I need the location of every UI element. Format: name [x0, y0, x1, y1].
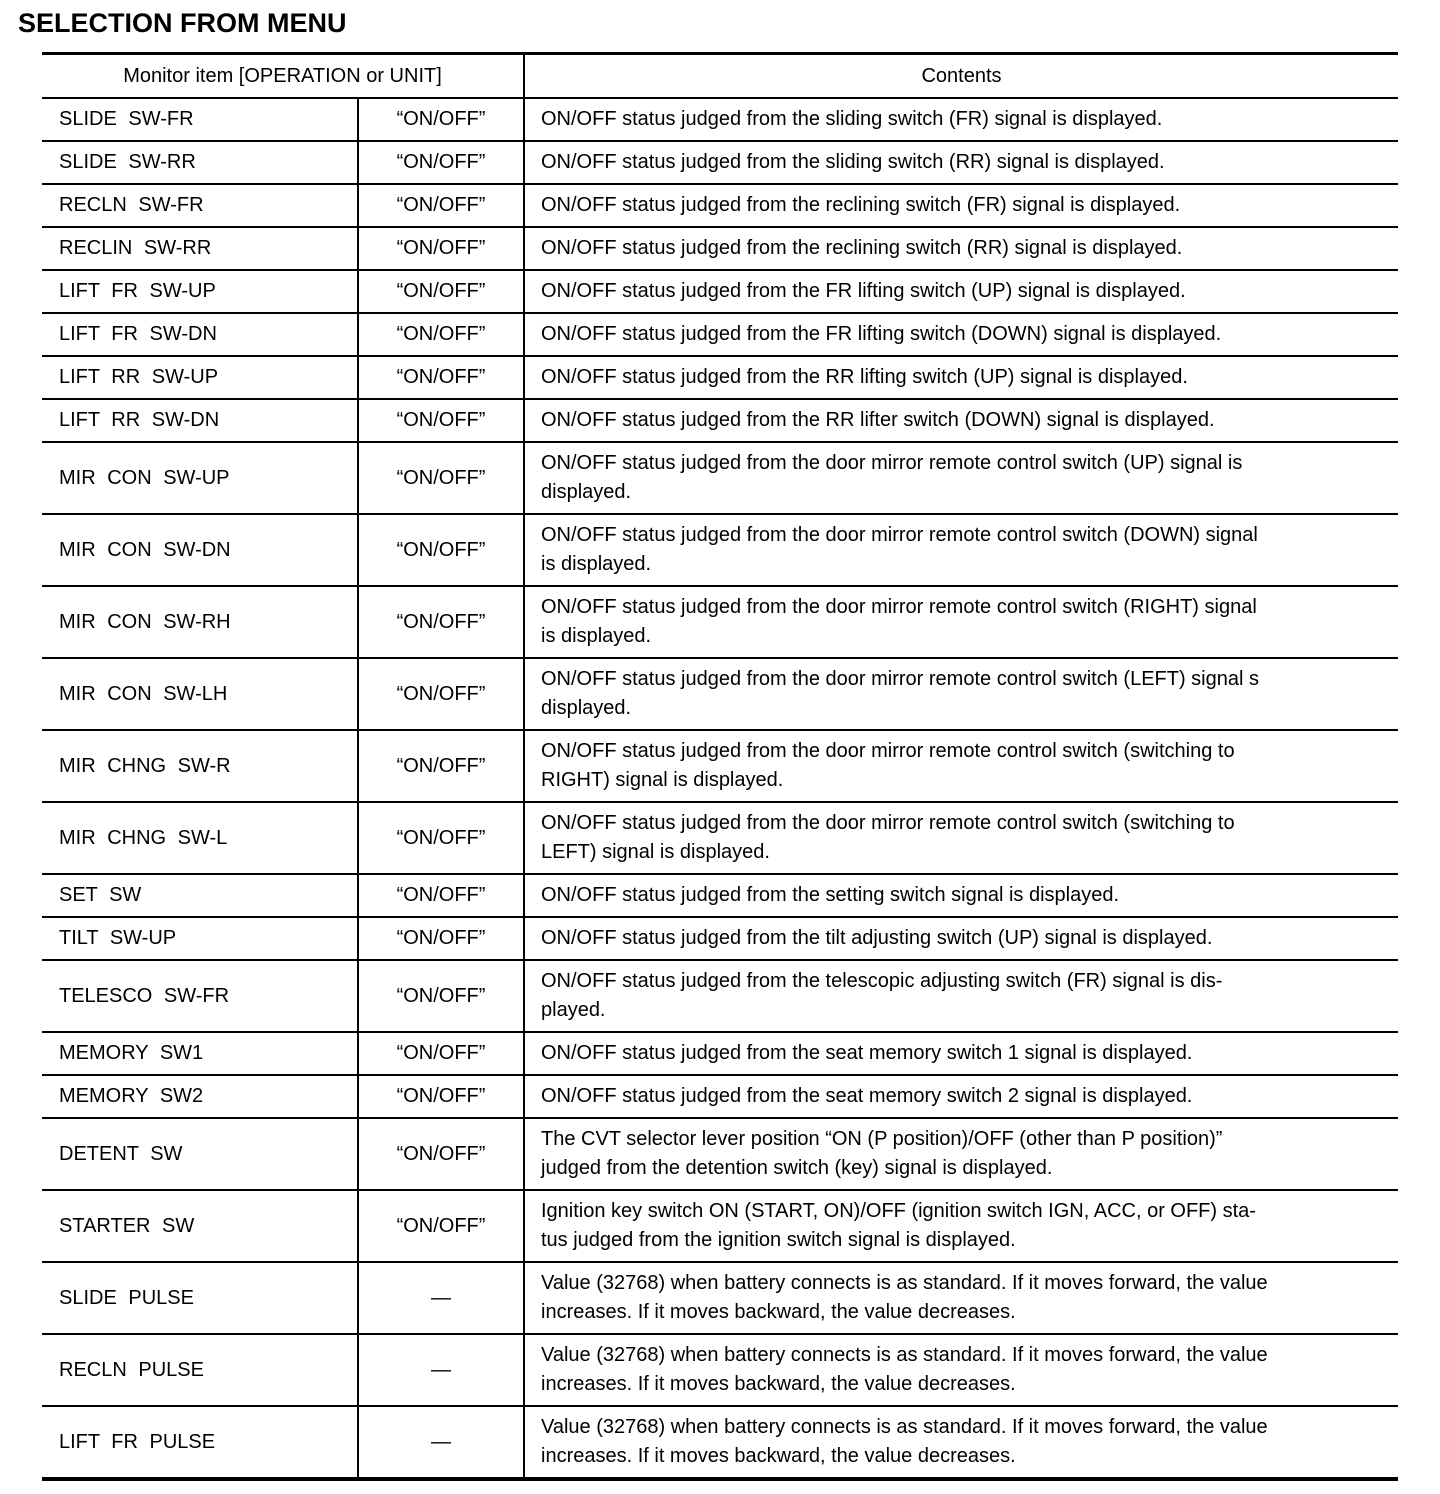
header-row — [42, 54, 1398, 99]
contents-cell: ON/OFF status judged from the door mirror remote control switch (LEFT) signal s displayed. — [524, 658, 1398, 730]
monitor-item-cell: DETENT SW — [42, 1118, 358, 1190]
contents-cell: ON/OFF status judged from the door mirror remote control switch (DOWN) signal is displayed. — [524, 514, 1398, 586]
table-row — [42, 98, 1398, 141]
table-row — [42, 1190, 1398, 1262]
table-row — [42, 442, 1398, 514]
contents-cell: ON/OFF status judged from the door mirror remote control switch (RIGHT) signal is displayed. — [524, 586, 1398, 658]
operation-unit-cell: “ON/OFF” — [358, 227, 524, 270]
operation-unit-cell: “ON/OFF” — [358, 399, 524, 442]
table-row — [42, 399, 1398, 442]
monitor-item-cell: RECLN PULSE — [42, 1334, 358, 1406]
operation-unit-cell: “ON/OFF” — [358, 442, 524, 514]
table-row — [42, 1032, 1398, 1075]
contents-cell: Value (32768) when battery connects is as standard. If it moves forward, the value increases. If it moves backward, the value decreases. — [524, 1406, 1398, 1479]
operation-unit-cell: “ON/OFF” — [358, 141, 524, 184]
operation-unit-cell: “ON/OFF” — [358, 658, 524, 730]
operation-unit-cell: — — [358, 1334, 524, 1406]
contents-cell: ON/OFF status judged from the seat memory switch 2 signal is displayed. — [524, 1075, 1398, 1118]
table-row — [42, 227, 1398, 270]
operation-unit-cell: “ON/OFF” — [358, 1118, 524, 1190]
contents-cell: ON/OFF status judged from the reclining switch (RR) signal is displayed. — [524, 227, 1398, 270]
operation-unit-cell: “ON/OFF” — [358, 313, 524, 356]
contents-cell: ON/OFF status judged from the door mirror remote control switch (UP) signal is displayed. — [524, 442, 1398, 514]
contents-cell: Value (32768) when battery connects is as standard. If it moves forward, the value increases. If it moves backward, the value decreases. — [524, 1334, 1398, 1406]
monitor-item-cell: LIFT FR SW-UP — [42, 270, 358, 313]
contents-cell: ON/OFF status judged from the reclining switch (FR) signal is displayed. — [524, 184, 1398, 227]
operation-unit-cell: “ON/OFF” — [358, 874, 524, 917]
table-row — [42, 960, 1398, 1032]
monitor-item-cell: LIFT FR SW-DN — [42, 313, 358, 356]
operation-unit-cell: — — [358, 1406, 524, 1479]
contents-cell: ON/OFF status judged from the RR lifter switch (DOWN) signal is displayed. — [524, 399, 1398, 442]
contents-cell: ON/OFF status judged from the telescopic adjusting switch (FR) signal is dis- played. — [524, 960, 1398, 1032]
monitor-item-cell: MIR CON SW-RH — [42, 586, 358, 658]
monitor-item-cell: SET SW — [42, 874, 358, 917]
contents-cell: Ignition key switch ON (START, ON)/OFF (ignition switch IGN, ACC, or OFF) sta- tus judged from the ignition switch signal is displayed. — [524, 1190, 1398, 1262]
monitor-item-cell: SLIDE PULSE — [42, 1262, 358, 1334]
table-row — [42, 1118, 1398, 1190]
table-row — [42, 730, 1398, 802]
monitor-item-cell: MIR CHNG SW-L — [42, 802, 358, 874]
monitor-table — [42, 52, 1398, 1481]
monitor-item-cell: STARTER SW — [42, 1190, 358, 1262]
contents-cell: ON/OFF status judged from the tilt adjusting switch (UP) signal is displayed. — [524, 917, 1398, 960]
monitor-item-cell: LIFT RR SW-UP — [42, 356, 358, 399]
contents-cell: The CVT selector lever position “ON (P position)/OFF (other than P position)” judged from the detention switch (key) signal is displayed. — [524, 1118, 1398, 1190]
table-row — [42, 917, 1398, 960]
contents-cell: ON/OFF status judged from the sliding switch (RR) signal is displayed. — [524, 141, 1398, 184]
section-title: SELECTION FROM MENU — [18, 8, 347, 38]
header-contents: Contents — [524, 54, 1398, 99]
table-row — [42, 184, 1398, 227]
table-row — [42, 1406, 1398, 1479]
monitor-item-cell: MIR CON SW-LH — [42, 658, 358, 730]
operation-unit-cell: “ON/OFF” — [358, 730, 524, 802]
operation-unit-cell: “ON/OFF” — [358, 802, 524, 874]
contents-cell: ON/OFF status judged from the door mirror remote control switch (switching to LEFT) signal is displayed. — [524, 802, 1398, 874]
header-monitor-item: Monitor item [OPERATION or UNIT] — [42, 54, 524, 99]
monitor-item-cell: MIR CHNG SW-R — [42, 730, 358, 802]
operation-unit-cell: “ON/OFF” — [358, 960, 524, 1032]
operation-unit-cell: “ON/OFF” — [358, 270, 524, 313]
table-row — [42, 356, 1398, 399]
monitor-item-cell: MIR CON SW-DN — [42, 514, 358, 586]
monitor-item-cell: SLIDE SW-RR — [42, 141, 358, 184]
monitor-item-cell: MEMORY SW2 — [42, 1075, 358, 1118]
contents-cell: ON/OFF status judged from the FR lifting switch (UP) signal is displayed. — [524, 270, 1398, 313]
operation-unit-cell: “ON/OFF” — [358, 586, 524, 658]
table-row — [42, 802, 1398, 874]
table-row — [42, 1262, 1398, 1334]
table-row — [42, 313, 1398, 356]
monitor-item-cell: RECLN SW-FR — [42, 184, 358, 227]
table-row — [42, 586, 1398, 658]
operation-unit-cell: “ON/OFF” — [358, 184, 524, 227]
monitor-item-cell: TILT SW-UP — [42, 917, 358, 960]
contents-cell: ON/OFF status judged from the FR lifting switch (DOWN) signal is displayed. — [524, 313, 1398, 356]
monitor-item-cell: MIR CON SW-UP — [42, 442, 358, 514]
operation-unit-cell: “ON/OFF” — [358, 1190, 524, 1262]
table-row — [42, 1075, 1398, 1118]
operation-unit-cell: “ON/OFF” — [358, 917, 524, 960]
table-row — [42, 270, 1398, 313]
contents-cell: Value (32768) when battery connects is as standard. If it moves forward, the value increases. If it moves backward, the value decreases. — [524, 1262, 1398, 1334]
contents-cell: ON/OFF status judged from the setting switch signal is displayed. — [524, 874, 1398, 917]
contents-cell: ON/OFF status judged from the door mirror remote control switch (switching to RIGHT) signal is displayed. — [524, 730, 1398, 802]
table-row — [42, 141, 1398, 184]
contents-cell: ON/OFF status judged from the seat memory switch 1 signal is displayed. — [524, 1032, 1398, 1075]
operation-unit-cell: “ON/OFF” — [358, 1075, 524, 1118]
operation-unit-cell: “ON/OFF” — [358, 356, 524, 399]
table-row — [42, 514, 1398, 586]
operation-unit-cell: “ON/OFF” — [358, 1032, 524, 1075]
table-row — [42, 874, 1398, 917]
operation-unit-cell: “ON/OFF” — [358, 514, 524, 586]
operation-unit-cell: — — [358, 1262, 524, 1334]
monitor-item-cell: MEMORY SW1 — [42, 1032, 358, 1075]
monitor-item-cell: SLIDE SW-FR — [42, 98, 358, 141]
table-row — [42, 1334, 1398, 1406]
operation-unit-cell: “ON/OFF” — [358, 98, 524, 141]
monitor-item-cell: RECLIN SW-RR — [42, 227, 358, 270]
monitor-item-cell: LIFT FR PULSE — [42, 1406, 358, 1479]
monitor-item-cell: TELESCO SW-FR — [42, 960, 358, 1032]
contents-cell: ON/OFF status judged from the RR lifting switch (UP) signal is displayed. — [524, 356, 1398, 399]
table-row — [42, 658, 1398, 730]
monitor-item-cell: LIFT RR SW-DN — [42, 399, 358, 442]
contents-cell: ON/OFF status judged from the sliding switch (FR) signal is displayed. — [524, 98, 1398, 141]
